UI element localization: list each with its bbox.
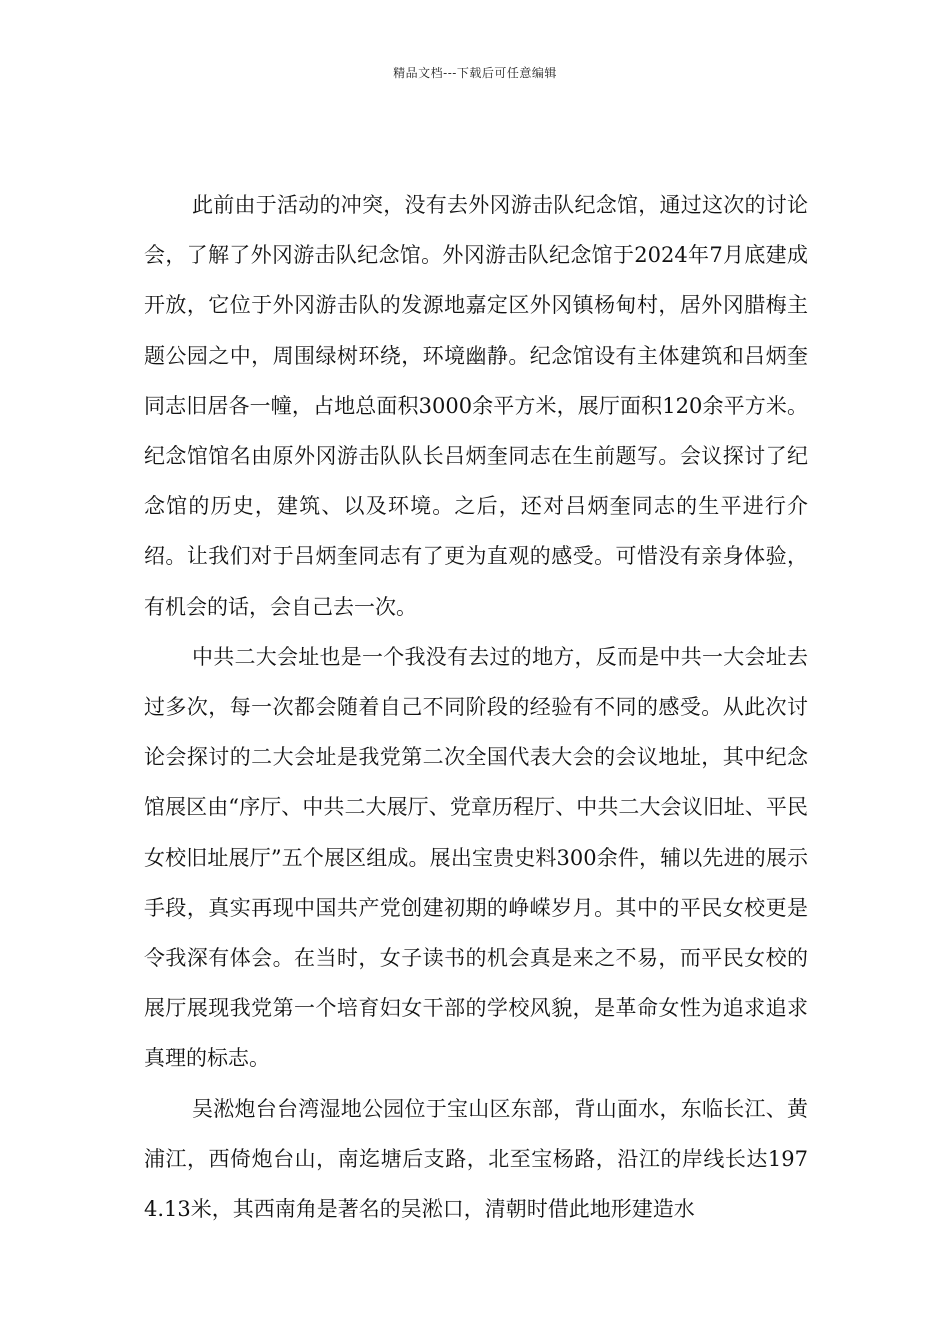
paragraph-3: 吴淞炮台台湾湿地公园位于宝山区东部，背山面水，东临长江、黄浦江，西倚炮台山，南迄塘后支路，北至宝杨路，沿江的岸线长达1974.13米，其西南角是著名的吴淞口，清朝时借此地形建造水 <box>144 1096 808 1222</box>
page-header: 精品文档---下载后可任意编辑 <box>393 66 557 80</box>
document-body <box>144 180 808 1234</box>
paragraph-1: 此前由于活动的冲突，没有去外冈游击队纪念馆，通过这次的讨论会，了解了外冈游击队纪念馆。外冈游击队纪念馆于2024年7月底建成开放，它位于外冈游击队的发源地嘉定区外冈镇杨甸村，居外冈腊梅主题公园之中，周围绿树环绕，环境幽静。纪念馆设有主体建筑和吕炳奎同志旧居各一幢，占地总面积3000余平方米，展厅面积120余平方米。纪念馆馆名由原外冈游击队队长吕炳奎同志在生前题写。会议探讨了纪念馆的历史，建筑、以及环境。之后，还对吕炳奎同志的生平进行介绍。让我们对于吕炳奎同志有了更为直观的感受。可惜没有亲身体验，有机会的话，会自己去一次。 <box>144 193 808 619</box>
paragraph-2: 中共二大会址也是一个我没有去过的地方，反而是中共一大会址去过多次，每一次都会随着自己不同阶段的经验有不同的感受。从此次讨论会探讨的二大会址是我党第二次全国代表大会的会议地址，其中纪念馆展区由“序厅、中共二大展厅、党章历程厅、中共二大会议旧址、平民女校旧址展厅”五个展区组成。展出宝贵史料300余件，辅以先进的展示手段，真实再现中国共产党创建初期的峥嵘岁月。其中的平民女校更是令我深有体会。在当时，女子读书的机会真是来之不易，而平民女校的展厅展现我党第一个培育妇女干部的学校风貌，是革命女性为追求追求真理的标志。 <box>144 644 808 1071</box>
